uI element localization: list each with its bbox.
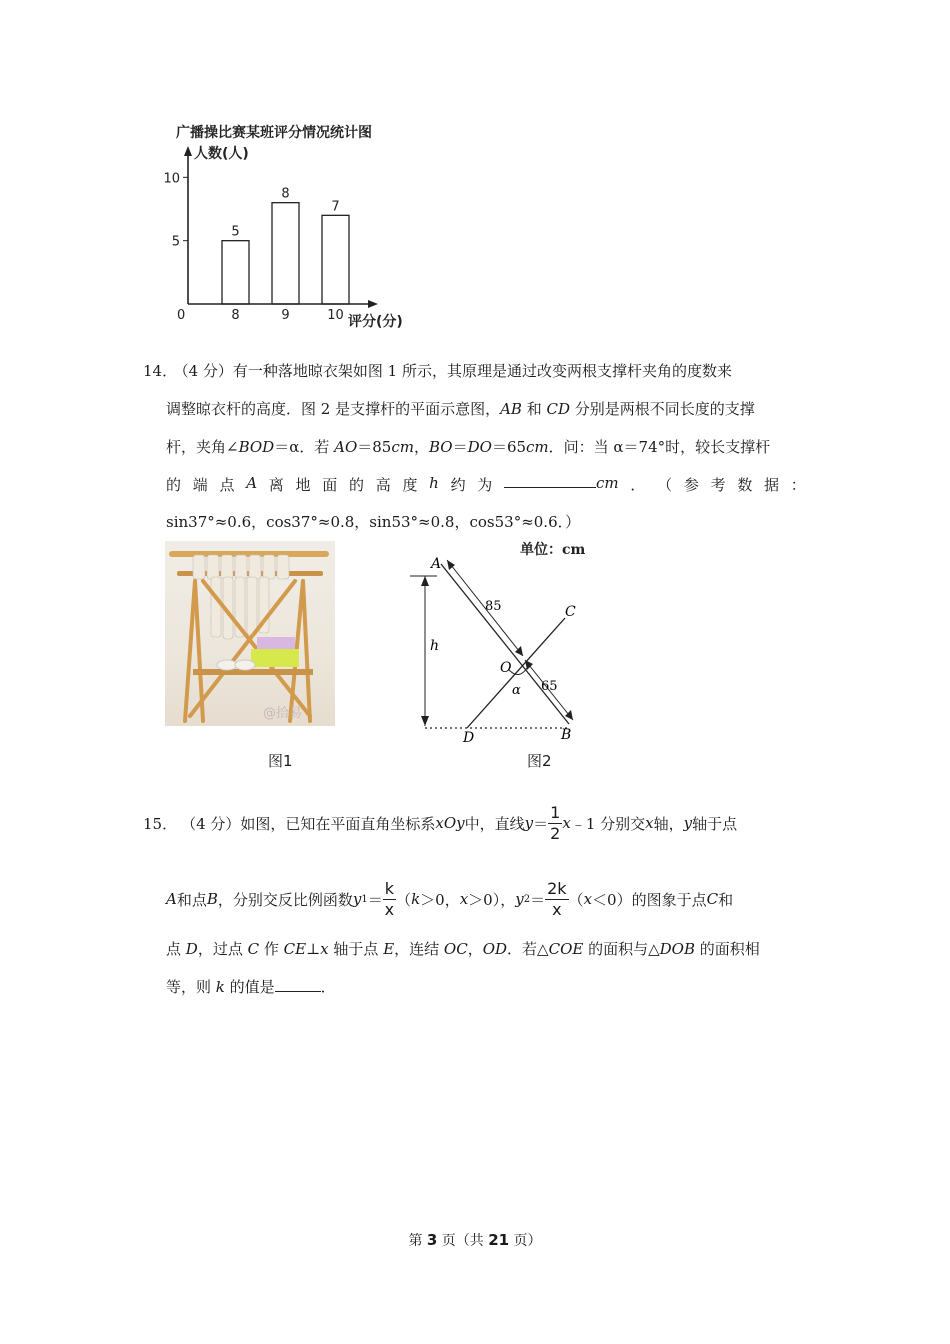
q15-text-3e: 轴于点	[328, 940, 384, 958]
q15-x-axis: x	[645, 814, 654, 832]
bar	[322, 215, 349, 304]
q14-eq: ＝	[452, 438, 468, 456]
footer-mid: 页（共	[437, 1233, 489, 1249]
label-b: B	[561, 727, 572, 743]
q14-w1: 的	[166, 476, 182, 494]
q15-sub2: 2	[523, 893, 531, 905]
frac-2k-den: x	[552, 899, 562, 919]
q14-w10: 约	[450, 476, 466, 494]
q15-text-2e: ＞0），	[468, 890, 516, 909]
q15-x2: x	[459, 890, 469, 908]
q14-p4: 数	[737, 476, 753, 494]
q15-text-1d: 轴，	[653, 814, 684, 833]
fig2-unit: 单位：cm	[520, 542, 586, 558]
label-65: 65	[541, 679, 558, 694]
q15-line-3	[166, 938, 760, 959]
chart-xlabel: 评分(分)	[348, 314, 403, 330]
q14-bo: BO	[428, 438, 453, 456]
q15-text-1c: ﹣1 分别交	[570, 814, 646, 833]
q14-w11: 为	[477, 476, 493, 494]
q14-ab: AB	[500, 400, 522, 418]
fig1-photo	[165, 541, 335, 726]
q15-c2: C	[247, 940, 260, 958]
q15-text-2h: 和	[718, 890, 734, 909]
q15-dob: DOB	[659, 940, 695, 958]
q14-w3: 点	[219, 476, 235, 494]
q14-w5: 地	[295, 476, 311, 494]
q15-y2: y	[515, 890, 524, 908]
watermark: @拾易	[263, 706, 303, 721]
q15-score: （4 分）	[181, 814, 241, 833]
x-axis-arrow	[368, 300, 378, 308]
label-a: A	[431, 556, 442, 572]
q15-eq3: ＝	[530, 890, 546, 909]
q15-text-2b: ，分别交反比例函数	[217, 890, 353, 909]
q15-sub1: 1	[361, 893, 368, 905]
label-c: C	[565, 604, 576, 620]
q14-a: A	[246, 474, 258, 492]
q15-y: y	[524, 814, 534, 832]
chart-marks	[163, 171, 349, 323]
q14-line-4	[166, 474, 806, 495]
frac-k-num: k	[384, 878, 395, 898]
q15-line-4	[166, 976, 336, 997]
bar-chart	[150, 112, 450, 342]
rod-ab	[441, 564, 569, 724]
q15-k2: k	[215, 978, 225, 996]
page-number: 3	[426, 1231, 438, 1249]
q14-cm-3: cm	[596, 474, 619, 492]
q15-e: E	[383, 940, 395, 958]
q15-text-1a: 如图，已知在平面直角坐标系	[240, 814, 436, 833]
q15-text-3i: 的面积与△	[583, 940, 660, 958]
q15-x4: x	[320, 940, 329, 958]
q14-text-2b: 分别是两根不同长度的支撑	[570, 400, 755, 418]
q14-text-3c: ．问：当 α＝74°时，较长支撑杆	[548, 438, 771, 456]
page-footer	[0, 1230, 950, 1250]
drying-rack-illustration	[165, 541, 335, 726]
q15-answer-blank[interactable]	[275, 991, 321, 992]
q15-y-axis: y	[683, 814, 693, 832]
q14-cm-2: cm	[526, 438, 549, 456]
y-tick-label: 10	[163, 171, 180, 187]
q15-text-3g: ，	[467, 940, 483, 958]
q14-h: h	[429, 474, 439, 492]
q15-text-2g: ＜0）的图象于点	[592, 890, 707, 909]
fig1-caption: 图1	[268, 752, 293, 770]
frac-den: 2	[550, 823, 561, 843]
bar	[222, 241, 249, 304]
q15-text-4b: 的值是	[224, 978, 275, 996]
q14-w4: 离	[268, 476, 284, 494]
q15-text-3b: ，过点	[197, 940, 248, 958]
q15-c: C	[706, 890, 719, 908]
q15-text-2c: （	[396, 890, 412, 909]
q15-text-2f: （	[568, 890, 584, 909]
x-tick-label: 8	[231, 308, 240, 323]
q15-text-3j: 的面积相	[695, 940, 760, 958]
q14-line-5: sin37°≈0.6，cos37°≈0.8，sin53°≈0.8，cos53°≈0.6．）	[166, 513, 581, 531]
q15-text-2a: 和点	[176, 890, 207, 909]
label-85: 85	[485, 599, 502, 614]
fig2-caption: 图2	[527, 752, 552, 770]
y-tick-label: 5	[171, 234, 180, 250]
q15-k: k	[411, 890, 421, 908]
q14-cd: CD	[546, 400, 571, 418]
q15-oc: OC	[443, 940, 468, 958]
frac-2k-num: 2k	[547, 878, 567, 898]
label-alpha: α	[512, 683, 521, 698]
q15-text-2d: ＞0，	[420, 890, 460, 909]
q14-p6: ：	[790, 476, 806, 494]
q14-line-3	[166, 436, 770, 457]
q14-eq65: ＝65	[491, 438, 527, 456]
q15-eq2: ＝	[367, 890, 383, 909]
frac-num: 1	[550, 802, 561, 822]
x-tick-label: 9	[281, 308, 290, 323]
q15-y1: y	[352, 890, 362, 908]
bar-value-label: 7	[331, 199, 340, 215]
q14-p5: 据	[764, 476, 780, 494]
q15-text-1e: 轴于点	[692, 814, 738, 833]
q14-line-1	[143, 360, 732, 381]
chart-ylabel: 人数(人)	[194, 146, 249, 162]
q15-line-2	[166, 876, 733, 922]
q15-fraction-k	[383, 879, 396, 920]
q14-cm-1: cm	[391, 438, 414, 456]
q14-w6: 面	[322, 476, 338, 494]
q15-ce: CE	[283, 940, 307, 958]
footer-post: 页）	[509, 1233, 542, 1249]
q15-text-4c: ．	[320, 978, 336, 996]
bar-value-label: 8	[281, 186, 290, 202]
q15-perp: ⊥	[306, 940, 321, 958]
q15-xoy: xOy	[435, 814, 465, 832]
q14-and: 和	[521, 400, 547, 418]
q14-p2: 参	[683, 476, 699, 494]
q14-w2: 端	[192, 476, 208, 494]
q15-text-3a: 点	[166, 940, 186, 958]
q14-text-3a: 杆，夹角∠	[166, 438, 239, 456]
label-d: D	[463, 730, 475, 746]
q15-coe: COE	[548, 940, 584, 958]
q14-comma: ，	[413, 438, 429, 456]
q14-ao: AO	[334, 438, 358, 456]
q14-do: DO	[467, 438, 492, 456]
q15-text-1b: 中，直线	[464, 814, 525, 833]
q15-od: OD	[482, 940, 508, 958]
q14-text-2a: 调整晾衣杆的高度．图 2 是支撑杆的平面示意图，	[166, 400, 501, 418]
q14-score: （4 分）	[181, 362, 233, 380]
q15-eq: ＝	[533, 814, 549, 833]
frac-k-den: x	[384, 899, 395, 919]
q15-x: x	[562, 814, 571, 832]
x-tick-label: 10	[327, 308, 344, 323]
footer-pre: 第	[408, 1233, 427, 1249]
q15-d: D	[185, 940, 198, 958]
q15-text-3f: ，连结	[394, 940, 444, 958]
q14-line-2	[166, 398, 755, 419]
q14-bod: BOD	[238, 438, 275, 456]
chart-title: 广播操比赛某班评分情况统计图	[176, 125, 372, 141]
q14-number: 14．	[143, 362, 178, 380]
q15-number: 15．	[143, 814, 178, 833]
q14-dot: ．	[630, 476, 646, 494]
q14-answer-blank[interactable]	[504, 487, 596, 488]
q15-text-3h: ．若△	[507, 940, 549, 958]
q14-text-3b: ＝α．若	[274, 438, 335, 456]
q14-text-1: 有一种落地晾衣架如图 1 所示，其原理是通过改变两根支撑杆夹角的度数来	[232, 362, 732, 380]
bar	[272, 203, 299, 304]
fig2-diagram	[405, 538, 615, 748]
q14-w8: 高	[375, 476, 391, 494]
q15-b: B	[206, 890, 218, 908]
page-total: 21	[488, 1231, 510, 1249]
q14-p1: （	[657, 476, 673, 494]
q14-w9: 度	[402, 476, 418, 494]
q15-a: A	[166, 890, 177, 908]
fig2-svg	[405, 538, 615, 748]
rod-cd	[467, 618, 565, 728]
q14-w7: 的	[348, 476, 364, 494]
q15-text-4a: 等，则	[166, 978, 216, 996]
label-h: h	[430, 638, 440, 654]
q15-line-1	[143, 800, 737, 846]
q15-fraction-half	[548, 803, 562, 844]
chart-origin-label: 0	[177, 308, 186, 323]
bar-value-label: 5	[231, 224, 240, 240]
q15-fraction-2k	[545, 879, 568, 920]
label-o: O	[500, 660, 512, 676]
q15-text-3c: 作	[259, 940, 284, 958]
chart-svg	[150, 112, 450, 342]
y-axis-arrow	[184, 146, 192, 156]
q14-p3: 考	[710, 476, 726, 494]
q15-x3: x	[583, 890, 593, 908]
q14-eq85: ＝85	[357, 438, 392, 456]
